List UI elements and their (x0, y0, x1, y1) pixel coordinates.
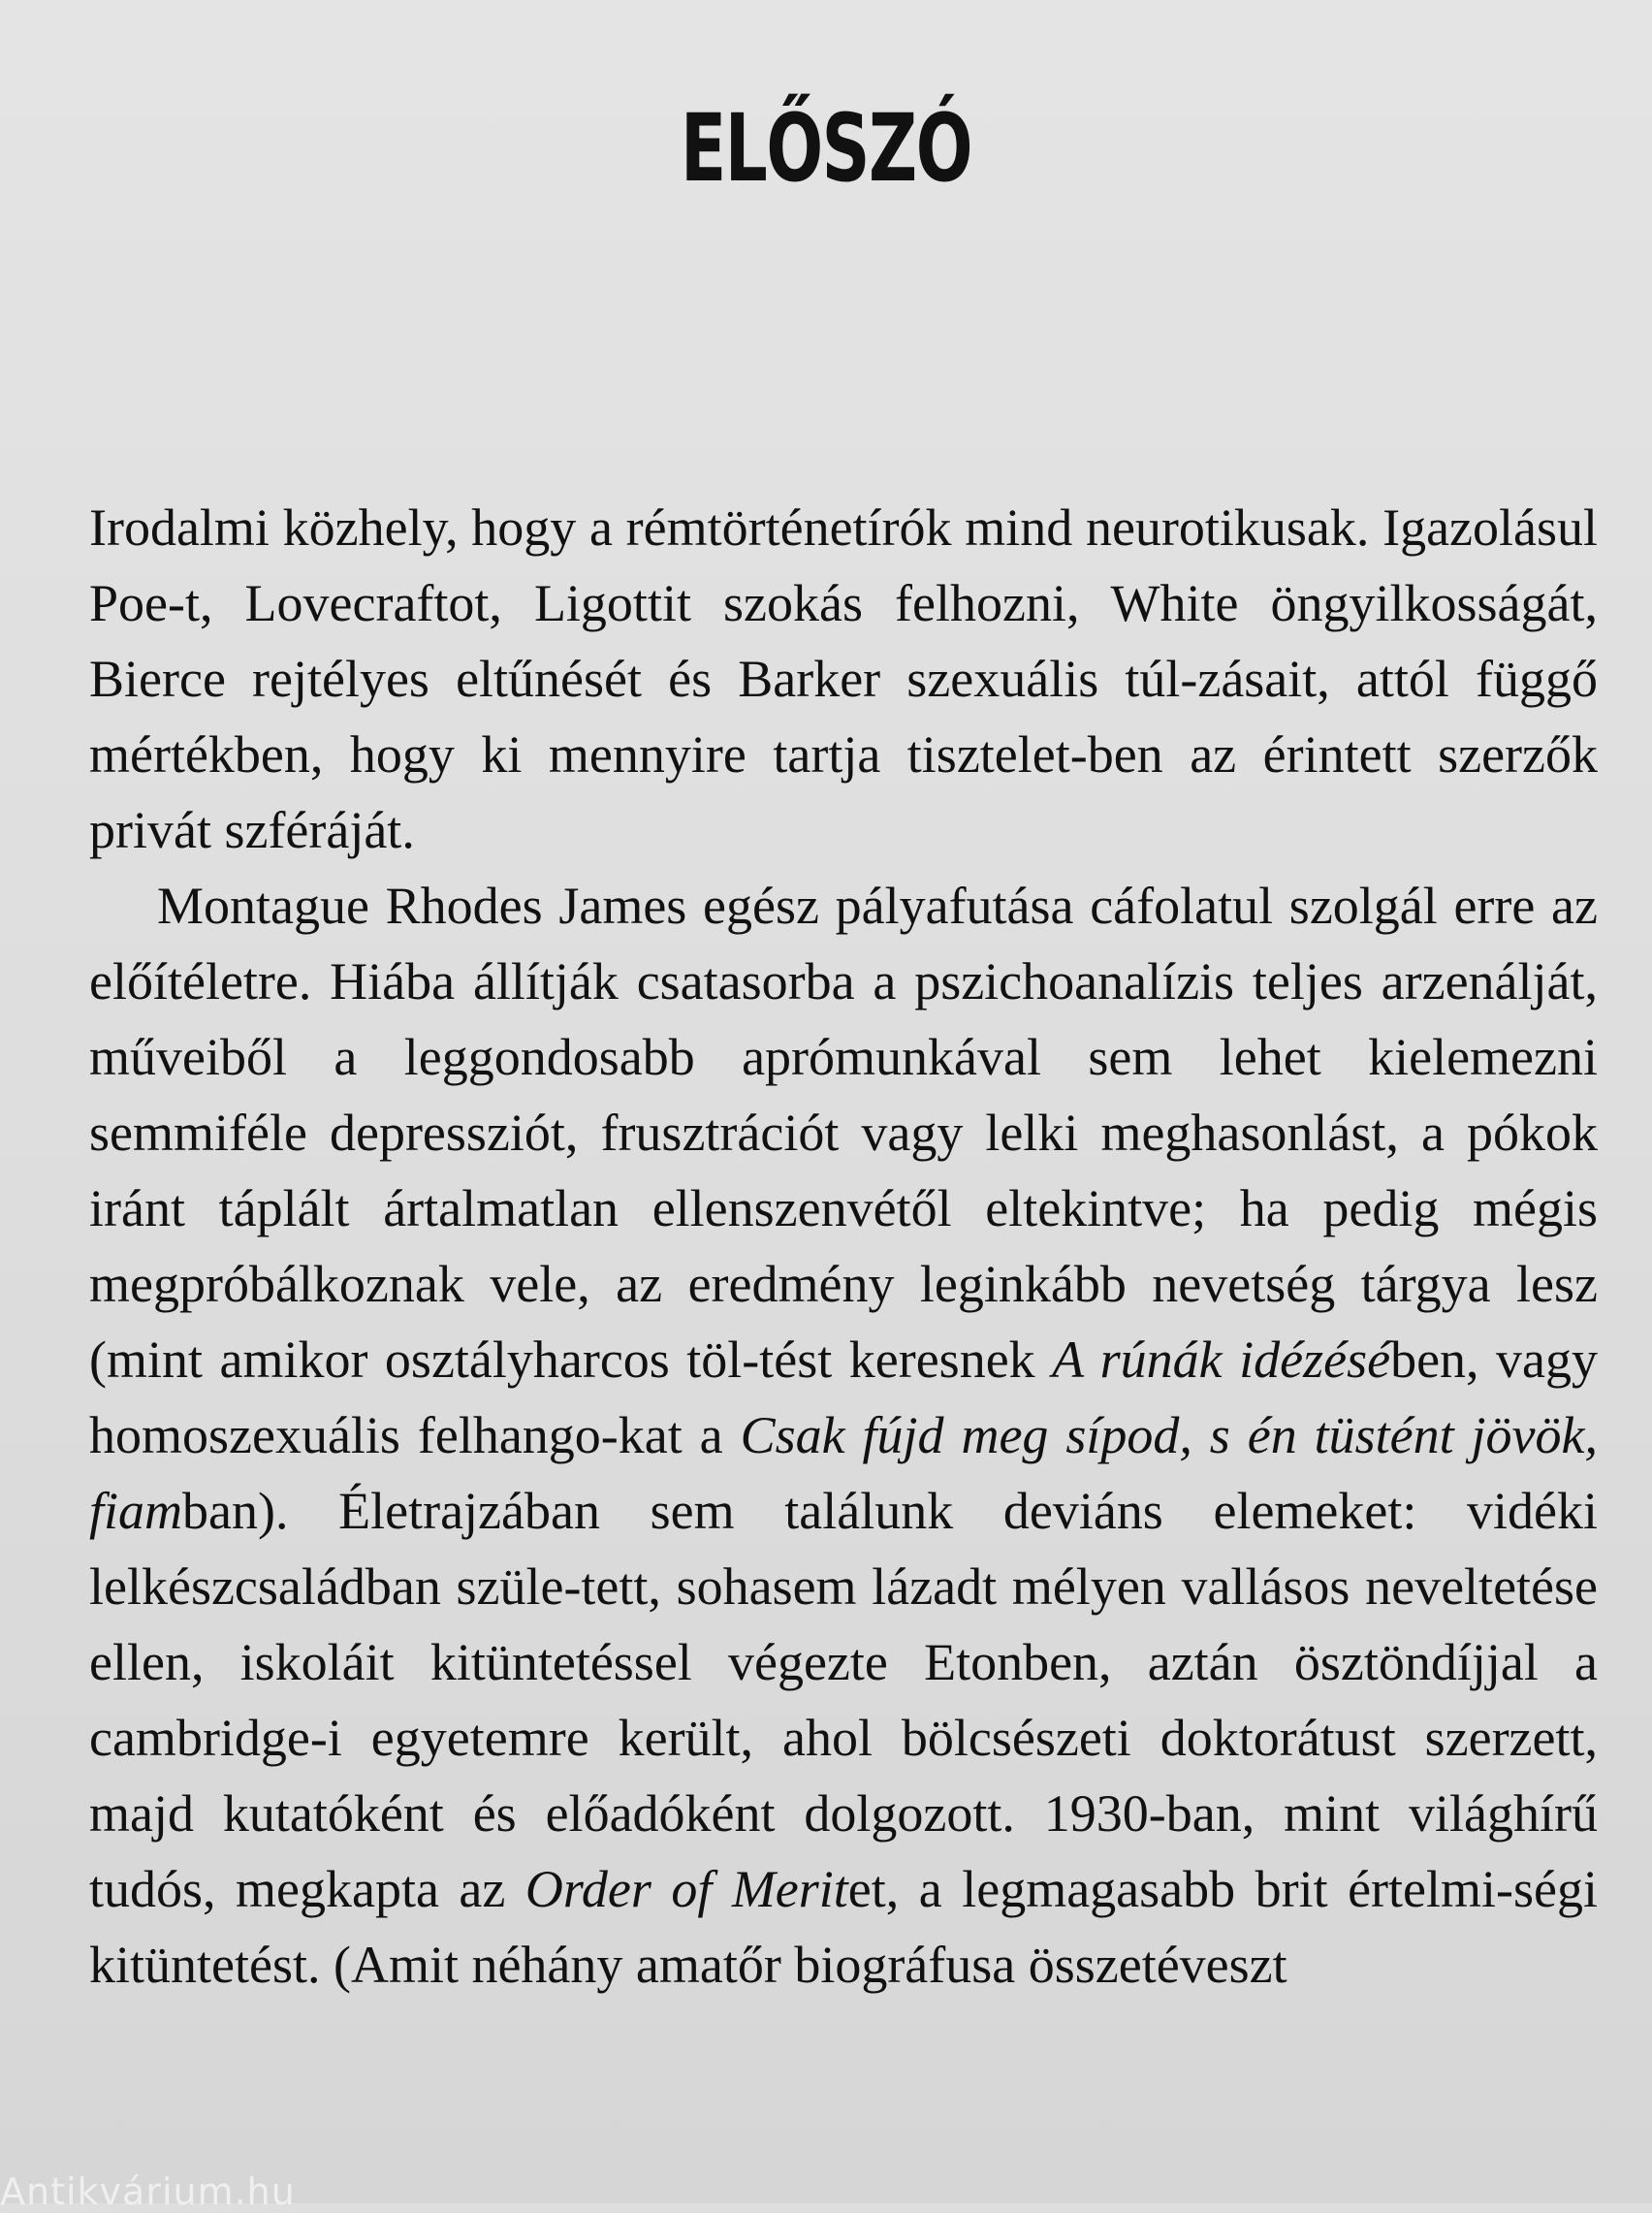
paragraph-1: Irodalmi közhely, hogy a rémtörténetírók mind neurotikusak. Igazolásul Poe-t, Lovecraftot, Ligottit szokás felhozni, White öngyilkosságát, Bierce rejtélyes eltűnését és Barker szexuális túl-zásait, attól függő mértékben, hogy ki mennyire tartja tisztelet-ben az érintett szerzők privát szféráját. (89, 498, 1598, 859)
body-text (89, 490, 1598, 2003)
italic-title-whistle: Csak fújd meg sípod, s én tüstént jövök, fiam (89, 1406, 1598, 1540)
italic-order-of-merit: Order of Merit (524, 1860, 848, 1918)
paragraph-2-end: et, a legmagasabb brit értelmi-ségi kitüntetést. (Amit néhány amatőr biográfusa összetéveszt (89, 1860, 1598, 1994)
paragraph-2-mid-2: ban). Életrajzában sem találunk deviáns elemeket: vidéki lelkészcsaládban szüle-tett, sohasem lázadt mélyen vallásos neveltetése ellen, iskoláit kitüntetéssel végezte Etonben, aztán ösztöndíjjal a cambridge-i egyetemre került, ahol bölcsészeti doktorátust szerzett, majd kutatóként és előadóként dolgozott. 1930-ban, mint világhírű tudós, megkapta az (89, 1482, 1598, 1918)
italic-title-runes: A rúnák idézésé (1052, 1331, 1391, 1389)
chapter-title: ELŐSZÓ (680, 94, 972, 203)
watermark: Antikvárium.hu (0, 2170, 296, 2213)
paragraph-2-intro: Montague Rhodes James egész pályafutása cáfolatul szolgál erre az előítéletre. Hiába állítják csatasorba a pszichoanalízis teljes arzenálját, műveiből a leggondosabb aprómunkával sem lehet kielemezni semmiféle depressziót, frusztrációt vagy lelki meghasonlást, a pókok iránt táplált ártalmatlan ellenszenvétől eltekintve; ha pedig mégis megpróbálkoznak vele, az eredmény leginkább nevetség tárgya lesz (mint amikor osztályharcos töl-tést keresnek (89, 877, 1598, 1389)
paragraph-2-mid-1: ben, vagy homoszexuális felhango-kat a (89, 1331, 1598, 1464)
paragraph-2 (89, 868, 1598, 2003)
